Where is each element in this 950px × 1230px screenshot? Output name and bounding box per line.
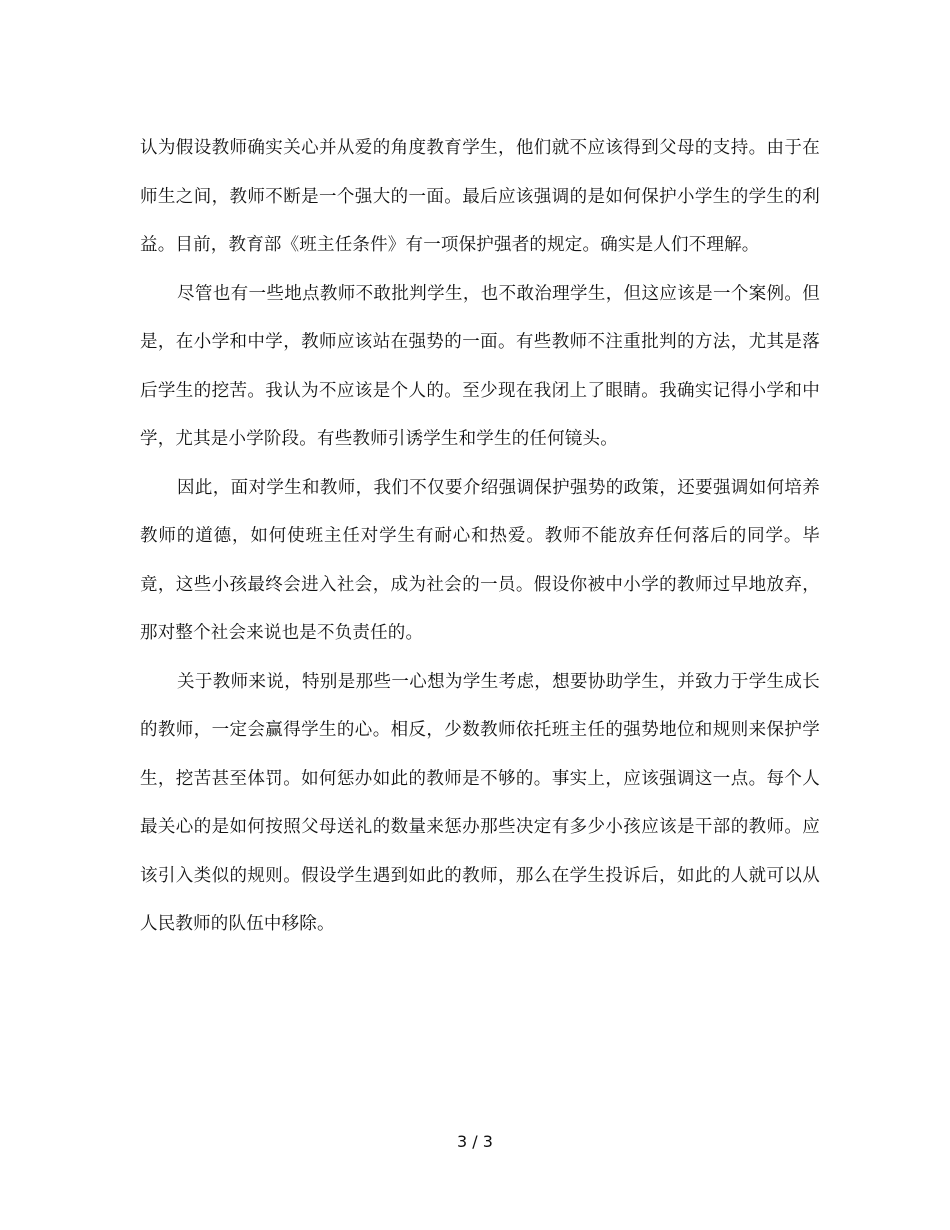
- paragraph-2: 尽管也有一些地点教师不敢批判学生，也不敢治理学生，但这应该是一个案例。但是，在小学和中学，教师应该站在强势的一面。有些教师不注重批判的方法，尤其是落后学生的挖苦。我认为不应该是个人的。至少现在我闭上了眼睛。我确实记得小学和中学，尤其是小学阶段。有些教师引诱学生和学生的任何镜头。: [140, 283, 820, 449]
- page-number: 3 / 3: [457, 1132, 493, 1151]
- paragraph-1: 认为假设教师确实关心并从爱的角度教育学生，他们就不应该得到父母的支持。由于在师生之间，教师不断是一个强大的一面。最后应该强调的是如何保护小学生的学生的利益。目前，教育部《班主任条件》有一项保护强者的规定。确实是人们不理解。: [140, 138, 820, 255]
- paragraph-3: 因此，面对学生和教师，我们不仅要介绍强调保护强势的政策，还要强调如何培养教师的道德，如何使班主任对学生有耐心和热爱。教师不能放弃任何落后的同学。毕竟，这些小孩最终会进入社会，成为社会的一员。假设你被中小学的教师过早地放弃，那对整个社会来说也是不负责任的。: [140, 477, 820, 643]
- paragraph-4: 关于教师来说，特别是那些一心想为学生考虑，想要协助学生，并致力于学生成长的教师，一定会赢得学生的心。相反，少数教师依托班主任的强势地位和规则来保护学生，挖苦甚至体罚。如何惩办如此的教师是不够的。事实上，应该强调这一点。每个人最关心的是如何按照父母送礼的数量来惩办那些决定有多少小孩应该是干部的教师。应该引入类似的规则。假设学生遇到如此的教师，那么在学生投诉后，如此的人就可以从人民教师的队伍中移除。: [140, 671, 820, 934]
- document-body: [140, 124, 820, 949]
